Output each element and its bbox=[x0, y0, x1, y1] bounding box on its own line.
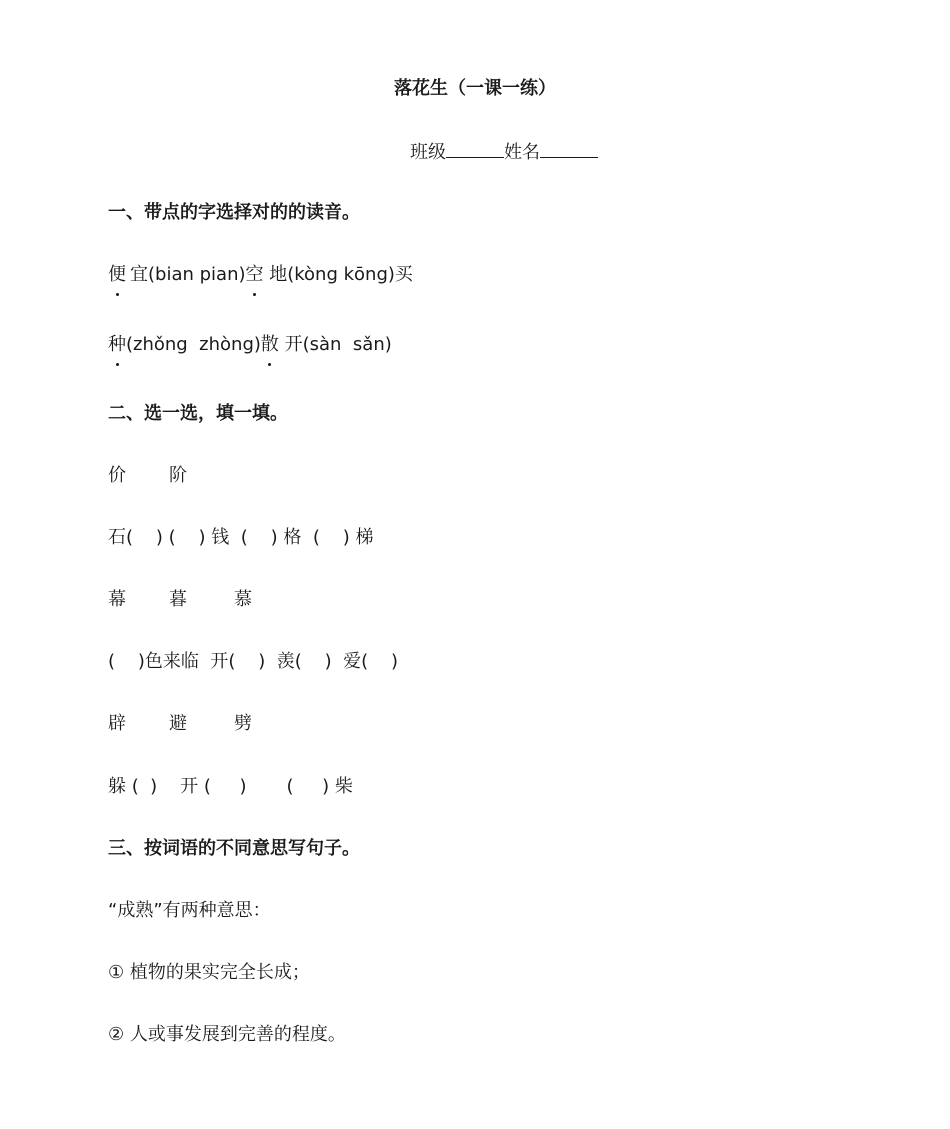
section3-intro: “成熟”有两种意思： bbox=[108, 900, 271, 921]
name-blank[interactable] bbox=[540, 139, 598, 158]
choice-char: 辟 bbox=[108, 713, 126, 734]
choice-char: 避 bbox=[169, 713, 187, 734]
dotted-char: 种 bbox=[108, 334, 126, 355]
page-title: 落花生（一课一练） bbox=[394, 78, 556, 99]
pinyin-text: 宜(bian pian) bbox=[130, 264, 246, 285]
class-label: 班级 bbox=[410, 142, 446, 163]
dotted-char: 空 bbox=[245, 264, 264, 285]
char-group-1 bbox=[108, 464, 187, 488]
class-blank[interactable] bbox=[446, 139, 504, 158]
dotted-char: 散 bbox=[260, 334, 279, 355]
class-name-line bbox=[410, 139, 598, 165]
choice-char: 劈 bbox=[234, 713, 252, 734]
meaning-2: ② 人或事发展到完善的程度。 bbox=[108, 1024, 346, 1045]
fill-row-3[interactable]: 躲 ( ) 开 ( ) ( ) 柴 bbox=[108, 776, 353, 797]
fill-row-1[interactable]: 石( ) ( ) 钱 ( ) 格 ( ) 梯 bbox=[108, 527, 374, 548]
pinyin-text: 开(sàn sǎn) bbox=[278, 334, 392, 355]
pinyin-text: 地(kòng kōng)买 bbox=[263, 264, 413, 285]
pinyin-row-1 bbox=[108, 263, 413, 287]
char-group-2 bbox=[108, 588, 252, 612]
choice-char: 幕 bbox=[108, 589, 126, 610]
choice-char: 暮 bbox=[169, 589, 187, 610]
choice-char: 价 bbox=[108, 465, 126, 486]
choice-char: 阶 bbox=[169, 465, 187, 486]
char-group-3 bbox=[108, 712, 252, 736]
pinyin-row-2 bbox=[108, 333, 392, 357]
section2-heading: 二、选一选，填一填。 bbox=[108, 403, 288, 424]
choice-char: 慕 bbox=[234, 589, 252, 610]
section1-heading: 一、带点的字选择对的的读音。 bbox=[108, 202, 360, 223]
meaning-1: ① 植物的果实完全长成； bbox=[108, 962, 310, 983]
section3-heading: 三、按词语的不同意思写句子。 bbox=[108, 838, 360, 859]
fill-row-2[interactable]: ( )色来临 开( ) 羡( ) 爱( ) bbox=[108, 651, 399, 672]
pinyin-text: (zhǒng zhòng) bbox=[126, 334, 261, 355]
dotted-char: 便 bbox=[108, 264, 126, 285]
name-label: 姓名 bbox=[504, 142, 540, 163]
